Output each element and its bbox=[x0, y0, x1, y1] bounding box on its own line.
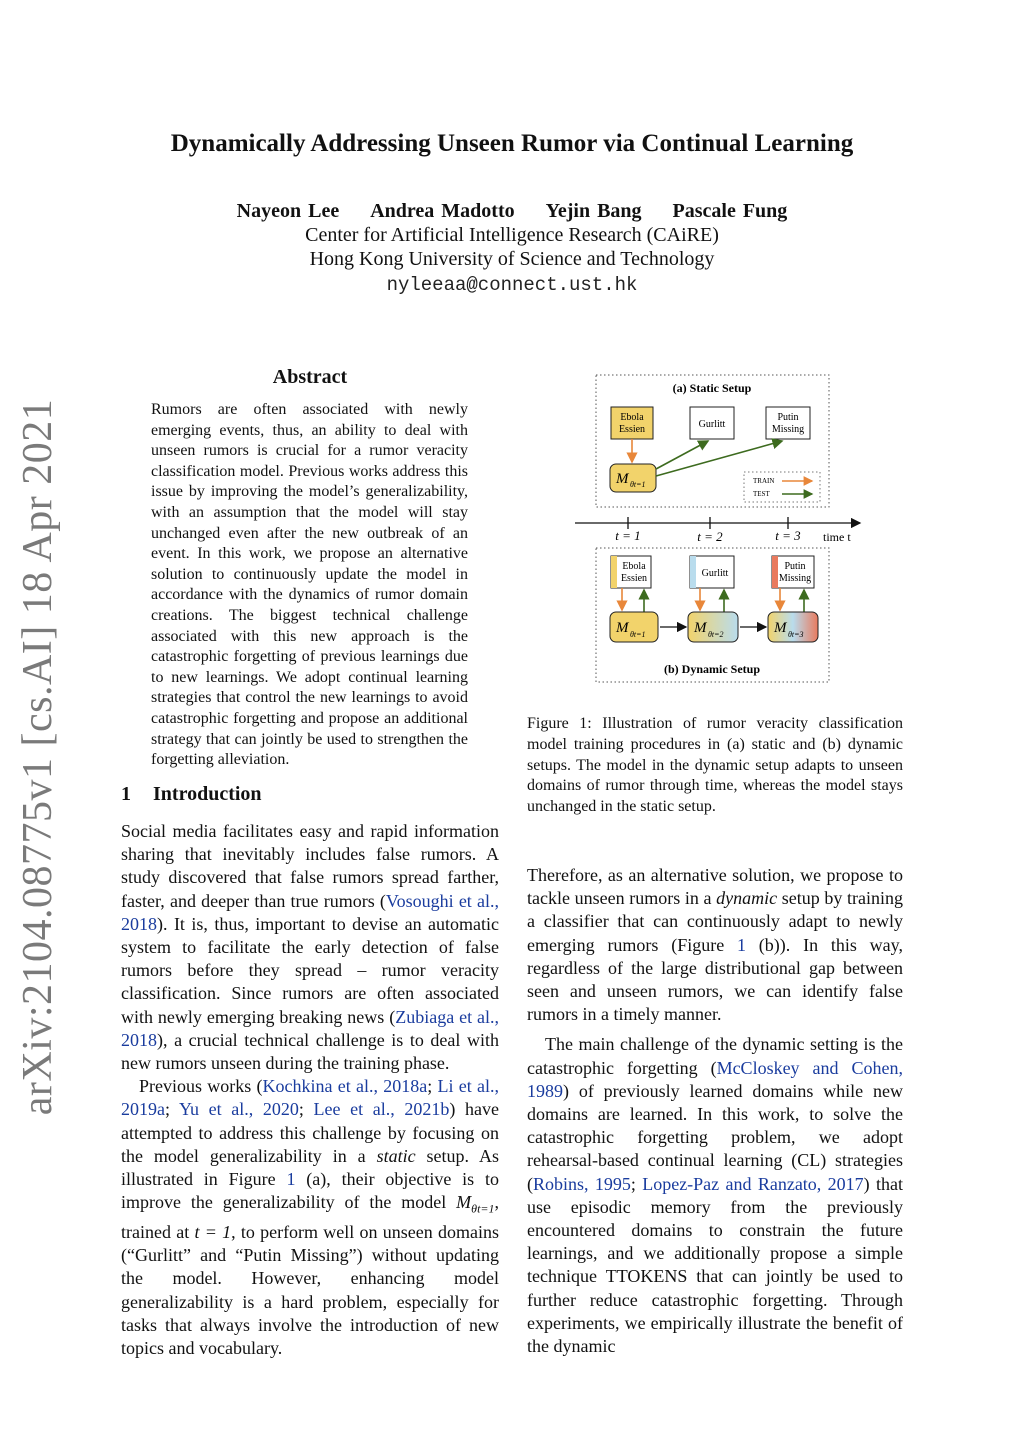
time-axis-label: time t bbox=[823, 530, 851, 544]
figure-1-diagram bbox=[560, 366, 870, 691]
abstract-heading: Abstract bbox=[272, 366, 348, 388]
box-label: Missing bbox=[778, 573, 812, 584]
abstract-body: Rumors are often associated with newly emerging events, thus, an ability to deal with unseen rumors is crucial for a rumor veracity classification model. Previous works address this issue by improving the model’s generalizability, with an assumption that the model will stay unchanged even after the new outbreak of an event. In this work, we propose an alternative solution to continuously update the model in accordance with the dynamics of rumor domain creations. The biggest technical challenge associated with this new approach is the catastrophic forgetting of previous learnings due to new learnings. We adopt continual learning strategies that control the new learnings to avoid catastrophic forgetting and propose an additional strategy that can jointly be used to strengthen the forgetting alleviation. bbox=[151, 401, 468, 769]
box-accent bbox=[690, 556, 696, 588]
author: Yejin Bang bbox=[545, 200, 642, 222]
text-run: Social media facilitates easy and rapid information sharing that inevitably includes false rumors. A study discovered that false rumors spread farther, faster, and deeper than true rumors ( bbox=[121, 821, 499, 911]
text-run: Previous works ( bbox=[139, 1076, 263, 1097]
model-symbol: M bbox=[616, 471, 629, 487]
box-label: Gurlitt bbox=[701, 568, 729, 579]
text-run: ) have attempted to address this challenge by focusing on the model generalizability in a bbox=[121, 1099, 499, 1166]
text-run: ) that use episodic memory from the previously encountered domains to constrain the future learnings, and we additionally propose a simple technique bbox=[527, 1173, 903, 1287]
box-accent bbox=[772, 556, 778, 588]
author-email[interactable]: nyleeaa@connect.ust.hk bbox=[386, 274, 638, 296]
text-run: ), a crucial technical challenge is to deal with new rumors unseen during the training phase. bbox=[121, 1029, 499, 1074]
text-run: setup by training a classifier that can continuously adapt to newly emerging rumors (Figure bbox=[527, 888, 904, 955]
model-symbol: M bbox=[616, 620, 629, 636]
intro-paragraph-1 bbox=[121, 820, 499, 1075]
legend-train-label: TRAIN bbox=[753, 477, 775, 485]
model-subscript: θt=3 bbox=[788, 630, 804, 639]
box-label: Putin bbox=[784, 561, 806, 572]
left-column-body bbox=[121, 820, 499, 1360]
model-symbol: M bbox=[694, 620, 707, 636]
box-label: Ebola bbox=[620, 412, 644, 423]
author-list bbox=[0, 200, 1024, 223]
math-subscript: θt=1 bbox=[471, 1201, 495, 1216]
box-accent bbox=[611, 556, 617, 588]
test-arrow bbox=[656, 441, 708, 469]
legend-test-label: TEST bbox=[753, 490, 770, 498]
figure-ref-link[interactable]: 1 bbox=[737, 934, 747, 955]
emphasis: static bbox=[376, 1145, 416, 1166]
box-label: Putin bbox=[777, 412, 799, 423]
right-paragraph-1 bbox=[527, 864, 903, 1026]
technique-name: TTOKENS bbox=[605, 1266, 688, 1287]
author: Pascale Fung bbox=[672, 200, 788, 222]
time-tick-label: t = 3 bbox=[775, 528, 801, 543]
math-symbol: M bbox=[456, 1192, 472, 1213]
figure-ref-link[interactable]: 1 bbox=[286, 1169, 296, 1190]
box-label: Ebola bbox=[622, 561, 646, 572]
static-setup-title: (a) Static Setup bbox=[672, 381, 752, 395]
box-label: Missing bbox=[771, 424, 805, 435]
citation-link[interactable]: Lopez-Paz and Ranzato, 2017 bbox=[642, 1173, 864, 1194]
text-run: ). It is, thus, important to devise an automatic system to facilitate the early detection of false rumors before they spread – rumor veracity classification. Since rumors are often associated with newly emerging breaking news ( bbox=[121, 913, 499, 1027]
figure-1 bbox=[560, 366, 870, 691]
text-run: ; bbox=[298, 1099, 314, 1120]
time-tick-label: t = 2 bbox=[697, 529, 723, 544]
citation-link[interactable]: Zubiaga et al., 2018 bbox=[121, 1006, 499, 1050]
affiliation-line-2: Hong Kong University of Science and Technology bbox=[309, 248, 715, 270]
time-tick-label: t = 1 bbox=[615, 528, 641, 543]
text-run: , trained at bbox=[121, 1192, 499, 1243]
section-number: 1 bbox=[121, 783, 131, 805]
text-run: Therefore, as an alternative solution, we propose to tackle unseen rumors in a bbox=[527, 865, 903, 909]
author: Nayeon Lee bbox=[236, 200, 340, 222]
text-run: ) of previously learned domains while new domains are learned. In this work, to solve the catastrophic forgetting problem, we adopt rehearsal-based continual learning (CL) strategies ( bbox=[527, 1080, 903, 1194]
section-title: Introduction bbox=[153, 783, 262, 805]
text-run: The main challenge of the dynamic setting is the catastrophic forgetting ( bbox=[527, 1034, 903, 1078]
math-model bbox=[456, 1192, 495, 1216]
math-time: t = 1 bbox=[194, 1222, 232, 1243]
section-heading-introduction bbox=[121, 783, 262, 806]
author: Andrea Madotto bbox=[370, 200, 515, 222]
text-run: (a), their objective is to improve the generalizability of the model bbox=[121, 1169, 499, 1213]
emphasis: dynamic bbox=[716, 888, 778, 909]
box-label: Gurlitt bbox=[698, 419, 726, 430]
text-run: ; bbox=[427, 1076, 438, 1097]
box-label: Essien bbox=[620, 573, 648, 584]
paper-title: Dynamically Addressing Unseen Rumor via Continual Learning bbox=[170, 130, 854, 157]
dynamic-setup-title: (b) Dynamic Setup bbox=[663, 662, 761, 676]
model-symbol: M bbox=[774, 620, 787, 636]
arxiv-identifier: arXiv:2104.08775v1 [cs.AI] 18 Apr 2021 bbox=[15, 398, 61, 1116]
citation-link[interactable]: McCloskey and Cohen, 1989 bbox=[527, 1057, 903, 1101]
text-run: ; bbox=[165, 1099, 179, 1120]
model-subscript: θt=1 bbox=[630, 630, 646, 639]
text-run: setup. As illustrated in Figure bbox=[121, 1145, 499, 1190]
citation-link[interactable]: Li et al., 2019a bbox=[121, 1076, 499, 1120]
text-run: that can jointly be used to further reduce catastrophic forgetting. Through experiments, we empirically illustrate the benefit of the dynamic bbox=[527, 1266, 903, 1357]
citation-link[interactable]: Lee et al., 2021b bbox=[313, 1099, 450, 1120]
text-run: ; bbox=[630, 1173, 643, 1194]
text-run: (b)). In this way, regardless of the large distributional gap between seen and unseen rumors, we can identify false rumors in a timely manner. bbox=[527, 934, 903, 1025]
figure-1-caption: Figure 1: Illustration of rumor veracity classification model training procedures in (a) static and (b) dynamic setups. The model in the dynamic setup adapts to unseen domains of rumor through time, whereas the model stays unchanged in the static setup. bbox=[527, 715, 903, 816]
right-paragraph-2 bbox=[527, 1033, 903, 1358]
text-run: , to perform well on unseen domains (“Gurlitt” and “Putin Missing”) without updating the model. However, enhancing model generalizability is a hard problem, especially for tasks that always involve the introduction of new topics and vocabulary. bbox=[121, 1222, 499, 1359]
affiliation-line-1: Center for Artificial Intelligence Research (CAiRE) bbox=[305, 224, 719, 246]
intro-paragraph-2 bbox=[121, 1075, 499, 1360]
citation-link[interactable]: Kochkina et al., 2018a bbox=[262, 1076, 428, 1097]
arxiv-sidebar bbox=[12, 398, 64, 1116]
model-subscript: θt=2 bbox=[708, 630, 724, 639]
right-column-body bbox=[527, 864, 903, 1358]
citation-link[interactable]: Yu et al., 2020 bbox=[178, 1099, 299, 1120]
citation-link[interactable]: Vosoughi et al., 2018 bbox=[121, 890, 500, 934]
box-label: Essien bbox=[618, 424, 646, 435]
model-subscript: θt=1 bbox=[630, 480, 646, 489]
citation-link[interactable]: Robins, 1995 bbox=[533, 1173, 631, 1194]
